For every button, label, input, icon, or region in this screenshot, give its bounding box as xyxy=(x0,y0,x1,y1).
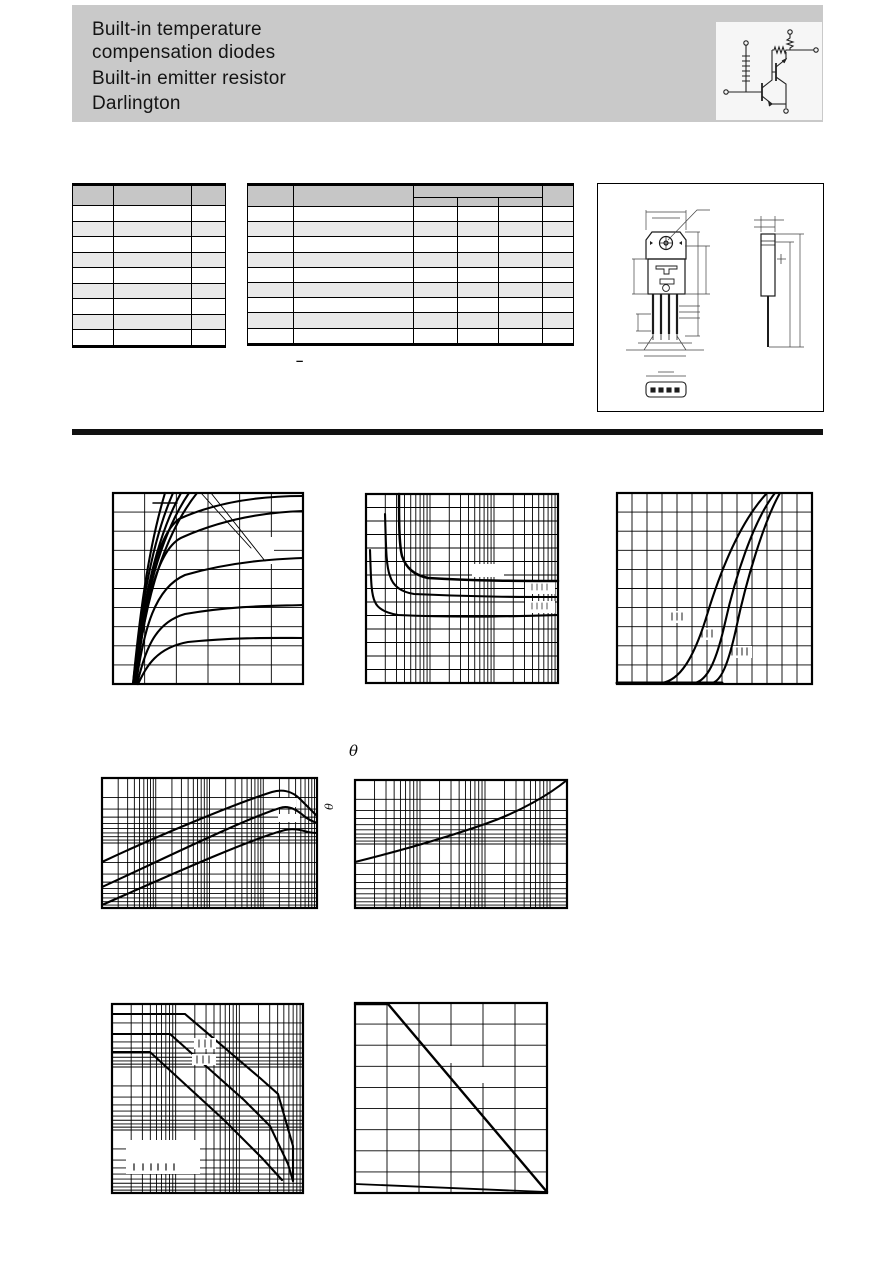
table-cell xyxy=(192,185,226,206)
table-row xyxy=(248,185,574,198)
table-cell xyxy=(543,298,574,313)
table-cell xyxy=(248,237,294,252)
table-cell xyxy=(458,282,499,297)
feature-line-3: Built-in emitter resistor xyxy=(92,68,286,89)
table-cell xyxy=(414,222,458,237)
table-cell xyxy=(248,222,294,237)
feature-line-1: Built-in temperature xyxy=(92,19,262,40)
table-row xyxy=(248,298,574,313)
table-cell xyxy=(414,313,458,328)
table-row xyxy=(248,267,574,282)
table-row xyxy=(73,185,226,206)
table-row xyxy=(248,282,574,297)
table-cell xyxy=(73,299,114,315)
table-cell xyxy=(248,252,294,267)
table-cell xyxy=(192,268,226,284)
table-cell xyxy=(499,328,543,344)
table-cell xyxy=(73,330,114,347)
table-cell xyxy=(499,252,543,267)
table-row xyxy=(248,222,574,237)
table-cell xyxy=(294,252,414,267)
table-cell xyxy=(114,237,192,253)
table-cell xyxy=(499,267,543,282)
chart-gridlines xyxy=(617,493,812,684)
table-cell xyxy=(114,268,192,284)
table-row xyxy=(248,237,574,252)
table-cell xyxy=(73,252,114,268)
table-cell xyxy=(114,185,192,206)
table-cell xyxy=(458,222,499,237)
table-cell xyxy=(73,283,114,299)
table-row xyxy=(73,268,226,284)
table-cell xyxy=(414,252,458,267)
table-cell xyxy=(192,330,226,347)
table-row xyxy=(248,207,574,222)
table-cell xyxy=(114,221,192,237)
table-cell xyxy=(414,237,458,252)
table-row xyxy=(73,221,226,237)
table-cell xyxy=(543,328,574,344)
table-cell xyxy=(458,237,499,252)
table-cell xyxy=(248,185,294,207)
table-cell xyxy=(248,267,294,282)
darlington-circuit-icon xyxy=(716,22,822,120)
table-cell xyxy=(294,298,414,313)
table-cell xyxy=(499,237,543,252)
table-cell xyxy=(248,207,294,222)
table-cell xyxy=(414,298,458,313)
table-row xyxy=(73,237,226,253)
table-cell xyxy=(458,298,499,313)
table-left xyxy=(72,183,226,348)
chart-gridlines xyxy=(355,1003,547,1193)
table-row xyxy=(73,252,226,268)
table-cell xyxy=(294,222,414,237)
table-cell xyxy=(414,267,458,282)
chart-fig3 xyxy=(617,493,812,684)
chart-fig6 xyxy=(112,1004,303,1193)
feature-line-2: compensation diodes xyxy=(92,42,276,63)
table-cell xyxy=(543,207,574,222)
table-cell xyxy=(458,207,499,222)
table-cell xyxy=(248,298,294,313)
table-cell xyxy=(114,299,192,315)
table-cell xyxy=(414,328,458,344)
table-cell xyxy=(543,282,574,297)
table-cell xyxy=(114,314,192,330)
table-cell xyxy=(543,222,574,237)
feature-line-4: Darlington xyxy=(92,93,181,114)
table-cell xyxy=(294,313,414,328)
table-right xyxy=(247,183,574,346)
table-cell xyxy=(294,185,414,207)
table-cell xyxy=(458,252,499,267)
table-cell xyxy=(73,185,114,206)
table-footnote-mark: – xyxy=(296,353,304,368)
table-cell xyxy=(414,207,458,222)
table-cell xyxy=(414,198,458,207)
table-cell xyxy=(458,328,499,344)
table-cell xyxy=(499,298,543,313)
table-cell xyxy=(543,252,574,267)
table-row xyxy=(73,330,226,347)
package-outline-drawing xyxy=(598,184,820,408)
table-cell xyxy=(499,282,543,297)
table-cell xyxy=(458,198,499,207)
chart-fig1 xyxy=(113,493,303,684)
table-row xyxy=(248,252,574,267)
table-cell xyxy=(294,207,414,222)
table-cell xyxy=(73,268,114,284)
table-cell xyxy=(499,198,543,207)
table-cell xyxy=(114,252,192,268)
table-cell xyxy=(543,185,574,207)
package-outline-box xyxy=(597,183,824,412)
table-cell xyxy=(458,267,499,282)
table-cell xyxy=(114,283,192,299)
chart-fig7 xyxy=(355,1003,547,1193)
table-cell xyxy=(543,267,574,282)
chart-fig4 xyxy=(102,778,317,908)
table-cell xyxy=(294,328,414,344)
table-cell xyxy=(414,282,458,297)
table-cell xyxy=(248,313,294,328)
table-cell xyxy=(73,221,114,237)
table-cell xyxy=(294,282,414,297)
table-cell xyxy=(543,313,574,328)
table-row xyxy=(73,299,226,315)
chart-gridlines xyxy=(102,778,317,908)
chart-gridlines xyxy=(355,780,567,908)
table-cell xyxy=(458,313,499,328)
table-row xyxy=(73,283,226,299)
table-cell xyxy=(499,313,543,328)
header-band xyxy=(72,5,823,122)
chart-fig5 xyxy=(355,780,567,908)
table-cell xyxy=(248,328,294,344)
table-cell xyxy=(192,252,226,268)
table-cell xyxy=(192,206,226,222)
table-cell xyxy=(73,206,114,222)
table-row xyxy=(248,313,574,328)
table-cell xyxy=(248,282,294,297)
table-cell xyxy=(192,299,226,315)
fig5-theta-ylabel: θ xyxy=(322,803,336,810)
table-cell xyxy=(294,237,414,252)
table-cell xyxy=(499,222,543,237)
table-cell xyxy=(114,206,192,222)
table-cell xyxy=(414,185,543,198)
chart-fig2 xyxy=(366,494,558,683)
table-cell xyxy=(543,237,574,252)
table-cell xyxy=(73,314,114,330)
table-cell xyxy=(192,237,226,253)
table-cell xyxy=(114,330,192,347)
table-row xyxy=(73,314,226,330)
table-row xyxy=(73,206,226,222)
table-cell xyxy=(192,283,226,299)
section-divider-rule xyxy=(72,429,823,435)
circuit-schematic-svg xyxy=(716,22,822,120)
table-cell xyxy=(73,237,114,253)
table-cell xyxy=(192,221,226,237)
fig5-theta-title: θ xyxy=(349,742,359,760)
table-cell xyxy=(192,314,226,330)
table-row xyxy=(248,328,574,344)
table-cell xyxy=(499,207,543,222)
table-cell xyxy=(294,267,414,282)
